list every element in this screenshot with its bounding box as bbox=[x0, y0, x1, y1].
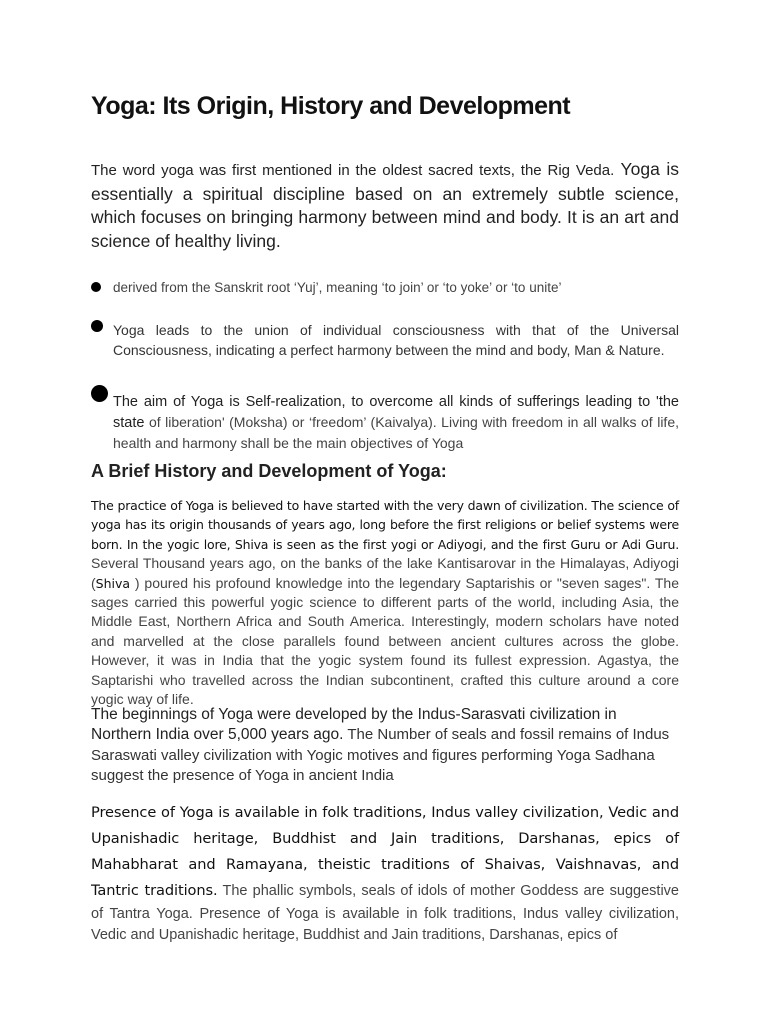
bullet-dot-icon bbox=[91, 282, 101, 292]
history-text-part1: Several Thousand years ago, on the banks of the lake Kantisarovar in the Himalayas, Adiyogi ( bbox=[91, 555, 679, 591]
bullet-text: derived from the Sanskrit root ‘Yuj’, meaning ‘to join’ or ‘to yoke’ or ‘to unite’ bbox=[113, 280, 562, 295]
history-shiva: Shiva bbox=[95, 575, 131, 591]
intro-first-sentence: The word yoga was first mentioned in the oldest sacred texts, the Rig Veda. bbox=[91, 162, 615, 179]
beginnings-first-sentence: The beginnings of Yoga were developed by the Indus-Sarasvati civilization in Northern India over 5,000 years ago. bbox=[91, 706, 617, 744]
intro-paragraph bbox=[91, 158, 679, 253]
presence-rest: The phallic symbols, seals of idols of mother Goddess are suggestive of Tantra Yoga. Presence of Yoga is available in folk traditions, Indus valley civilization, Vedic and Upanishadic heritage, Buddhist and Jain traditions, Darshanas, epics of bbox=[91, 883, 679, 943]
presence-lead: Presence of Yoga is available in folk traditions, Indus valley civilization, Vedic and Upanishadic heritage, Buddhist and Jain traditions, Darshanas, epics of Mahabharat and Ramayana, theistic traditions of Shaivas, Vaishnavas, and Tantric traditions. bbox=[91, 804, 679, 899]
intro-rest: Yoga is essentially a spiritual discipline based on an extremely subtle science, which focuses on bringing harmony between mind and body. It is an art and science of healthy living. bbox=[91, 159, 680, 251]
presence-paragraph bbox=[91, 800, 679, 946]
bullet-dot-icon bbox=[91, 320, 103, 332]
bullet-text-first-line: The aim of Yoga is Self-realization, to overcome all kinds of sufferings leading to 'the state bbox=[113, 394, 679, 431]
beginnings-paragraph bbox=[91, 705, 679, 786]
history-heading: A Brief History and Development of Yoga: bbox=[91, 461, 447, 481]
page-title: Yoga: Its Origin, History and Development bbox=[91, 92, 571, 120]
bullet-text bbox=[113, 391, 679, 453]
bullet-dot-icon bbox=[91, 385, 108, 402]
history-lead: The practice of Yoga is believed to have started with the very dawn of civilization. The science of yoga has its origin thousands of years ago, long before the first religions or belief systems were born. In the yogic lore, Shiva is seen as the first yogi or Adiyogi, and the first Guru or Adi Guru. bbox=[91, 498, 679, 552]
bullet-text: Yoga leads to the union of individual consciousness with that of the Universal Consciousness, indicating a perfect harmony between the mind and body, Man & Nature. bbox=[113, 322, 679, 358]
bullet-text-rest: of liberation' (Moksha) or ‘freedom’ (Kaivalya). Living with freedom in all walks of life, health and harmony shall be the main objectives of Yoga bbox=[113, 414, 679, 451]
history-text-part2: ) poured his profound knowledge into the legendary Saptarishis or "seven sages". The sages carried this powerful yogic science to different parts of the world, including Asia, the Middle East, Northern Africa and South America. Interestingly, modern scholars have noted and marvelled at the close parallels found between ancient cultures across the globe. However, it was in India that the yogic system found its fullest expression. Agastya, the Saptarishi who travelled across the Indian subcontinent, crafted this culture around a core yogic way of life. bbox=[91, 574, 679, 708]
beginnings-rest: The Number of seals and fossil remains of Indus Saraswati valley civilization with Yogic motives and figures performing Yoga Sadhana suggest the presence of Yoga in ancient India bbox=[91, 726, 670, 784]
history-paragraph bbox=[91, 496, 679, 709]
